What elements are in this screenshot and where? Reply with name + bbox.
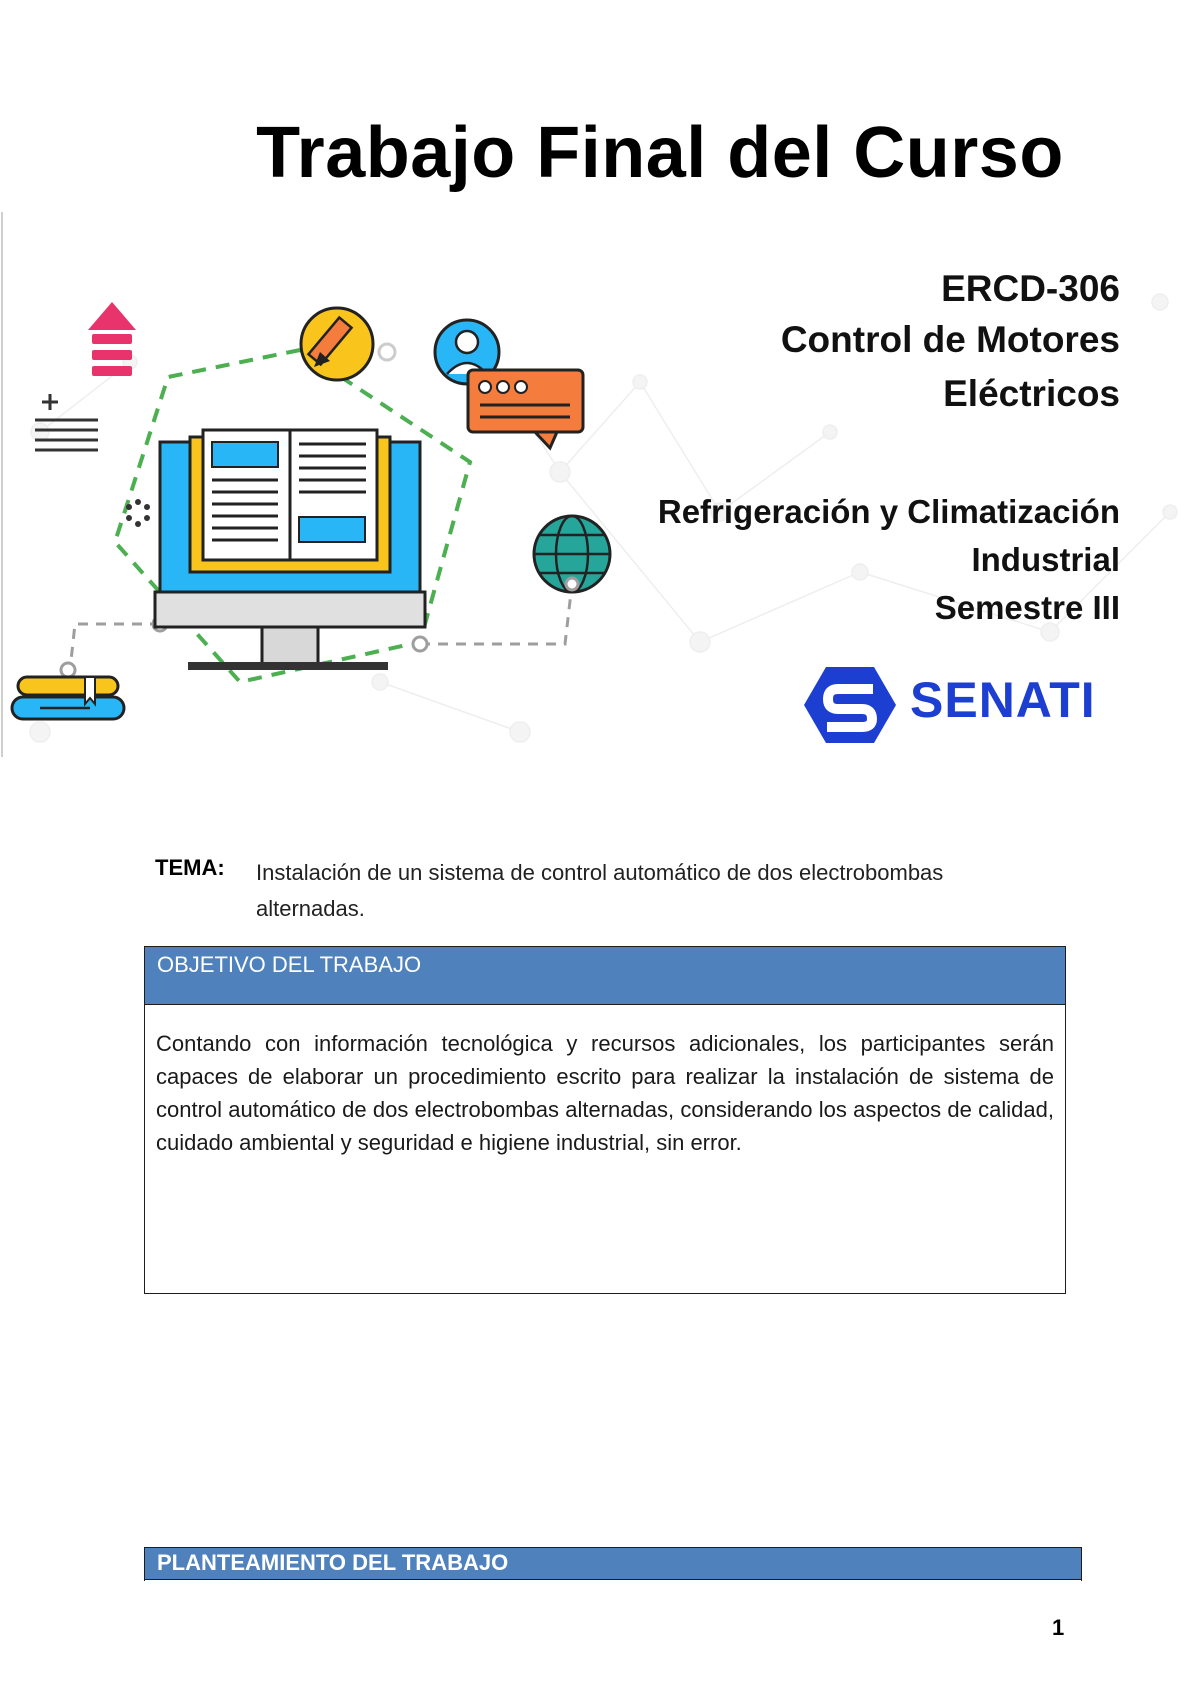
course-name-line1: Control de Motores (780, 319, 1120, 360)
senati-logo-icon (800, 655, 900, 755)
objetivo-body: Contando con información tecnológica y recursos adicionales, los participantes serán capaces de elaborar un procedimiento escrito para realizar la instalación de sistema de control automático de dos electrobombas alternadas, considerando los aspectos de calidad, cuidado ambiental y seguridad e higiene industrial, sin error. (156, 1031, 1054, 1155)
pencil-icon (301, 308, 395, 380)
objetivo-box (144, 946, 1066, 1294)
senati-logo (800, 655, 1120, 755)
senati-logo-text: SENATI (910, 672, 1096, 728)
course-name-line2: Eléctricos (943, 373, 1120, 414)
books-icon (12, 677, 124, 719)
book-monitor-icon (155, 430, 425, 670)
document-title: Trabajo Final del Curso (256, 113, 1064, 193)
course-code: ERCD-306 (941, 268, 1120, 309)
chat-bubble-icon (468, 370, 583, 448)
program-line1: Refrigeración y Climatización (657, 493, 1120, 530)
globe-icon (534, 516, 610, 592)
objetivo-header: OBJETIVO DEL TRABAJO (145, 947, 1065, 1005)
page-number: 1 (1052, 1615, 1065, 1640)
loading-icon (126, 499, 150, 527)
semester: Semestre III (934, 589, 1120, 626)
planteamiento-box (144, 1547, 1082, 1581)
planteamiento-header: PLANTEAMIENTO DEL TRABAJO (145, 1548, 1081, 1580)
program-line2: Industrial (971, 541, 1120, 578)
document-lines-icon (35, 394, 98, 450)
tema-text: Instalación de un sistema de control automático de dos electrobombas alternadas. (256, 860, 944, 921)
tema-label: TEMA: (155, 855, 225, 880)
